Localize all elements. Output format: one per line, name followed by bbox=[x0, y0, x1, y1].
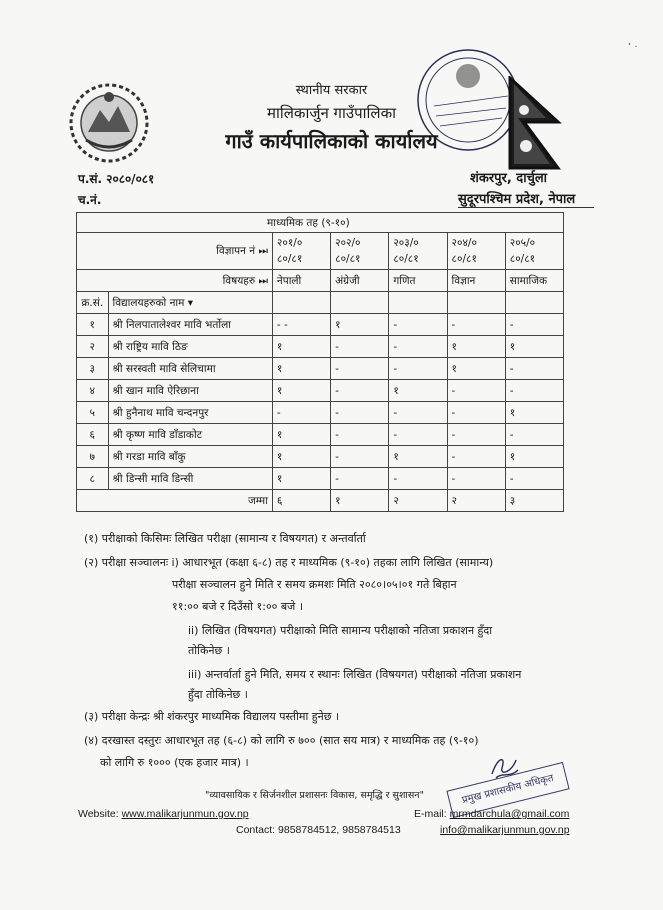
ad-number-cell: २०१/० ८०/८१ bbox=[272, 233, 330, 270]
row-value: १ bbox=[272, 336, 330, 358]
table-row bbox=[77, 358, 564, 380]
subjects-label: विषयहरु ⏭ bbox=[77, 270, 273, 292]
table-row bbox=[77, 424, 564, 446]
note-2-line-g: हुँदा तोकिनेछ । bbox=[188, 688, 248, 701]
header-line-2: मालिकार्जुन गाउँपालिका bbox=[267, 104, 396, 122]
total-value: २ bbox=[389, 490, 447, 512]
row-school: श्री निलपातालेश्वर मावि भर्तोला bbox=[108, 314, 272, 336]
email-line bbox=[414, 808, 569, 820]
row-value: - bbox=[389, 468, 447, 490]
total-value: १ bbox=[331, 490, 389, 512]
row-value: - bbox=[505, 358, 563, 380]
website-label: Website: bbox=[78, 808, 119, 820]
row-value: - bbox=[272, 402, 330, 424]
row-value: - bbox=[505, 314, 563, 336]
margin-mark: ʻ · bbox=[628, 42, 638, 53]
website-link[interactable]: www.malikarjunmun.gov.np bbox=[121, 808, 249, 820]
header-office-title: गाउँ कार्यपालिकाको कार्यालय bbox=[225, 129, 438, 153]
total-label: जम्मा bbox=[77, 490, 273, 512]
reference-number: च.नं. bbox=[78, 193, 102, 207]
contact-line bbox=[236, 824, 401, 836]
row-value: - bbox=[447, 402, 505, 424]
note-2-line-c: ११:०० बजे र दिउँसो १:०० बजे । bbox=[172, 600, 303, 613]
header-line-1: स्थानीय सरकार bbox=[295, 83, 368, 98]
sn-header: क्र.सं. bbox=[77, 292, 109, 314]
note-2-line-e: तोकिनेछ । bbox=[188, 644, 230, 657]
note-4-line-a: (४) दरखास्त दस्तुरः आधारभूत तह (६-८) को लागि रु ७०० (सात सय मात्र) र माध्यमिक तह (९-१०) bbox=[84, 734, 479, 747]
row-school: श्री हुनैनाथ मावि चन्दनपुर bbox=[108, 402, 272, 424]
row-sn: २ bbox=[77, 336, 109, 358]
row-value: - bbox=[389, 358, 447, 380]
row-value: १ bbox=[447, 358, 505, 380]
row-value: १ bbox=[272, 358, 330, 380]
total-value: २ bbox=[447, 490, 505, 512]
row-sn: ६ bbox=[77, 424, 109, 446]
row-sn: १ bbox=[77, 314, 109, 336]
row-sn: ५ bbox=[77, 402, 109, 424]
note-1: (१) परीक्षाको किसिमः लिखित परीक्षा (सामान्य र विषयगत) र अन्तर्वार्ता bbox=[84, 532, 366, 545]
row-value: - bbox=[447, 424, 505, 446]
total-row bbox=[77, 490, 564, 512]
ad-number-label: विज्ञापन नं ⏭ bbox=[77, 233, 273, 270]
note-2-line-a: (२) परीक्षा सञ्चालनः i) आधारभूत (कक्षा ६-८) तह र माध्यमिक (९-१०) तहका लागि लिखित (सामान्य) bbox=[84, 556, 494, 569]
subject-header: नेपाली bbox=[272, 270, 330, 292]
footer-slogan: "व्यावसायिक र सिर्जनशील प्रशासनः विकास, समृद्धि र सुशासन" bbox=[205, 790, 424, 801]
row-value: - bbox=[447, 314, 505, 336]
table-row bbox=[77, 314, 564, 336]
email-label: E-mail: bbox=[414, 808, 447, 820]
row-school: श्री सरस्वती मावि सेलिचामा bbox=[108, 358, 272, 380]
row-value: १ bbox=[505, 336, 563, 358]
row-value: - bbox=[505, 380, 563, 402]
vacancy-table bbox=[76, 212, 564, 512]
row-sn: ८ bbox=[77, 468, 109, 490]
row-sn: ७ bbox=[77, 446, 109, 468]
school-header: विद्यालयहरुको नाम ▾ bbox=[108, 292, 272, 314]
row-value: - bbox=[447, 380, 505, 402]
row-value: १ bbox=[447, 336, 505, 358]
email-link-2[interactable]: info@malikarjunmun.gov.np bbox=[440, 824, 570, 836]
row-value: - bbox=[389, 402, 447, 424]
row-value: - bbox=[331, 446, 389, 468]
address-line-2: सुदूरपश्चिम प्रदेश, नेपाल bbox=[458, 192, 576, 207]
note-4-line-b: को लागि रु १००० (एक हजार मात्र) । bbox=[100, 756, 249, 769]
website-line bbox=[78, 808, 249, 820]
officer-stamp: प्रमुख प्रशासकीय अधिकृत bbox=[446, 762, 569, 818]
row-value: १ bbox=[505, 402, 563, 424]
row-value: १ bbox=[389, 446, 447, 468]
total-value: ३ bbox=[505, 490, 563, 512]
contact-label: Contact: bbox=[236, 824, 276, 836]
row-value: - bbox=[447, 446, 505, 468]
row-school: श्री डिन्सी मावि डिन्सी bbox=[108, 468, 272, 490]
ad-number-cell: २०२/० ८०/८१ bbox=[331, 233, 389, 270]
row-school: श्री कृष्ण मावि डाँडाकोट bbox=[108, 424, 272, 446]
ad-number-cell: २०५/० ८०/८१ bbox=[505, 233, 563, 270]
address-underline bbox=[458, 207, 594, 208]
table-row bbox=[77, 380, 564, 402]
row-value: - bbox=[505, 424, 563, 446]
email-link-1[interactable]: mrmdarchula@gmail.com bbox=[449, 808, 570, 820]
row-value: - bbox=[389, 336, 447, 358]
table-row bbox=[77, 336, 564, 358]
row-school: श्री खान मावि ऐरिछाना bbox=[108, 380, 272, 402]
row-value: १ bbox=[272, 380, 330, 402]
subject-header: अंग्रेजी bbox=[331, 270, 389, 292]
table-row bbox=[77, 468, 564, 490]
row-value: - bbox=[331, 336, 389, 358]
row-value: - bbox=[331, 468, 389, 490]
ad-number-cell: २०३/० ८०/८१ bbox=[389, 233, 447, 270]
row-value: - bbox=[331, 380, 389, 402]
row-value: - bbox=[505, 468, 563, 490]
note-2-line-b: परीक्षा सञ्चालन हुने मिति र समय क्रमशः मिति २०८०।०५।०१ गते बिहान bbox=[172, 578, 457, 591]
row-value: १ bbox=[331, 314, 389, 336]
row-value: १ bbox=[505, 446, 563, 468]
row-value: - bbox=[331, 424, 389, 446]
note-2-line-d: ii) लिखित (विषयगत) परीक्षाको मिति सामान्य परीक्षाको नतिजा प्रकाशन हुँदा bbox=[188, 624, 493, 637]
contact-numbers: 9858784512, 9858784513 bbox=[278, 824, 401, 836]
row-value: १ bbox=[389, 380, 447, 402]
row-value: १ bbox=[272, 424, 330, 446]
row-school: श्री राष्ट्रिय मावि ठिङ bbox=[108, 336, 272, 358]
note-3: (३) परीक्षा केन्द्रः श्री शंकरपुर माध्यमिक विद्यालय पस्तीमा हुनेछ । bbox=[84, 710, 340, 723]
table-row bbox=[77, 402, 564, 424]
ad-number-cell: २०४/० ८०/८१ bbox=[447, 233, 505, 270]
subject-header: सामाजिक bbox=[505, 270, 563, 292]
row-value: - bbox=[447, 468, 505, 490]
row-value: १ bbox=[272, 446, 330, 468]
note-2-line-f: iii) अन्तर्वार्ता हुने मिति, समय र स्थानः लिखित (विषयगत) परीक्षाको नतिजा प्रकाशन bbox=[188, 668, 522, 681]
subject-header: गणित bbox=[389, 270, 447, 292]
row-sn: ३ bbox=[77, 358, 109, 380]
row-school: श्री गरडा मावि बाँकु bbox=[108, 446, 272, 468]
total-value: ६ bbox=[272, 490, 330, 512]
subject-header: विज्ञान bbox=[447, 270, 505, 292]
row-value: - bbox=[331, 402, 389, 424]
row-value: - bbox=[331, 358, 389, 380]
row-value: - bbox=[389, 424, 447, 446]
row-value: - bbox=[389, 314, 447, 336]
row-value: - - bbox=[272, 314, 330, 336]
row-value: १ bbox=[272, 468, 330, 490]
table-row bbox=[77, 446, 564, 468]
email-line-2 bbox=[440, 824, 570, 836]
fiscal-year: प.सं. २०८०/०८१ bbox=[78, 172, 155, 186]
row-sn: ४ bbox=[77, 380, 109, 402]
address-line-1: शंकरपुर, दार्चुला bbox=[470, 171, 548, 186]
table-title: माध्यमिक तह (९-१०) bbox=[77, 213, 564, 233]
